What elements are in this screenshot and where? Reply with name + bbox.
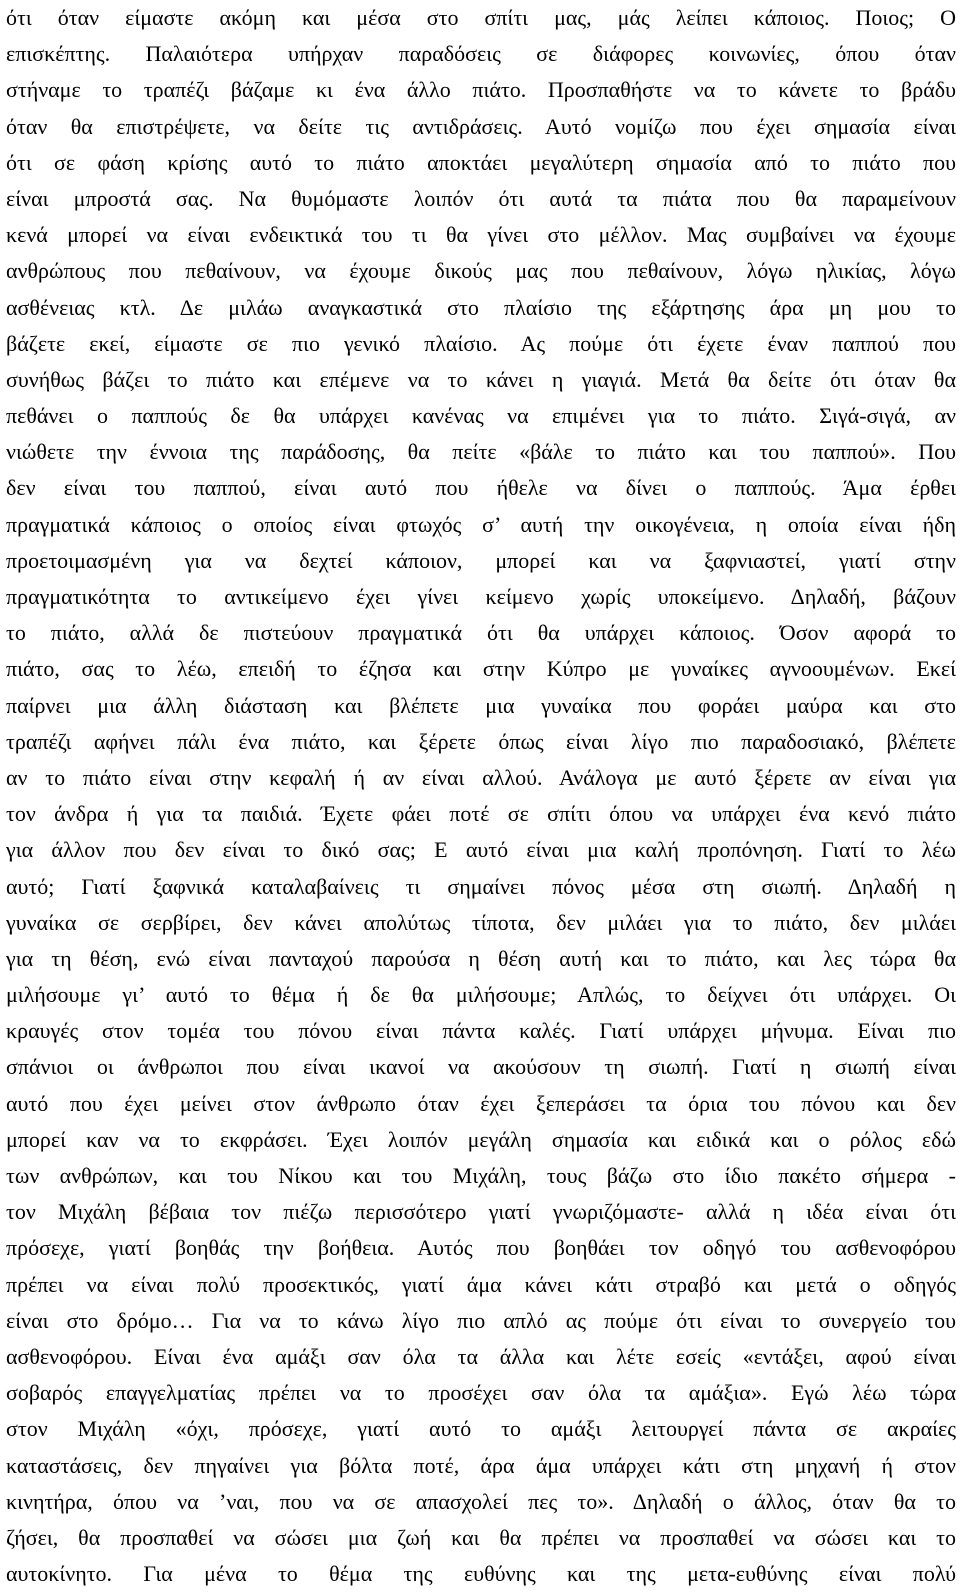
text-line: μπορεί καν να το εκφράσει. Έχει λοιπόν μεγάλη σημασία και ειδικά και ο ρόλος εδώ bbox=[6, 1126, 956, 1152]
text-line: τον άνδρα ή για τα παιδιά. Έχετε φάει ποτέ σε σπίτι όπου να υπάρχει ένα κενό πιάτο bbox=[6, 801, 956, 827]
text-line: στον Μιχάλη «όχι, πρόσεχε, γιατί αυτό το αμάξι λειτουργεί πάντα σε ακραίες bbox=[6, 1416, 956, 1442]
text-line: αν το πιάτο είναι στην κεφαλή ή αν είναι αλλού. Ανάλογα με αυτό ξέρετε αν είναι για bbox=[6, 764, 956, 790]
text-line: ότι σε φάση κρίσης αυτό το πιάτο αποκτάει μεγαλύτερη σημασία από το πιάτο που bbox=[6, 149, 956, 175]
text-line: για τη θέση, ενώ είναι πανταχού παρούσα η θέση αυτή και το πιάτο, και λες τώρα θα bbox=[6, 945, 956, 971]
text-line: για άλλον που δεν είναι το δικό σας; Ε αυτό είναι μια καλή προπόνηση. Γιατί το λέω bbox=[6, 837, 956, 863]
text-line: τον Μιχάλη βέβαια τον πιέζω περισσότερο γιατί γνωριζόμαστε- αλλά η ιδέα είναι ότι bbox=[6, 1199, 956, 1225]
text-line: σοβαρός επαγγελματίας πρέπει να το προσέχει σαν όλα τα αμάξια». Εγώ λέω τώρα bbox=[6, 1380, 956, 1406]
text-line: πεθάνει ο παππούς δε θα υπάρχει κανένας να επιμένει για το πιάτο. Σιγά-σιγά, αν bbox=[6, 403, 956, 429]
text-line: γυναίκα σε σερβίρει, δεν κάνει απολύτως τίποτα, δεν μιλάει για το πιάτο, δεν μιλάει bbox=[6, 909, 956, 935]
text-line: των ανθρώπων, και του Νίκου και του Μιχάλη, τους βάζω στο ίδιο πακέτο σήμερα - bbox=[6, 1163, 956, 1188]
text-line: επισκέπτης. Παλαιότερα υπήρχαν παραδόσεις σε διάφορες κοινωνίες, όπου όταν bbox=[6, 41, 956, 67]
text-line: κραυγές στον τομέα του πόνου είναι πάντα καλές. Γιατί υπάρχει μήνυμα. Είναι πιο bbox=[6, 1018, 956, 1044]
text-line: σπάνιοι οι άνθρωποι που είναι ικανοί να ακούσουν τη σιωπή. Γιατί η σιωπή είναι bbox=[6, 1054, 956, 1080]
text-line: πραγματικά κάποιος ο οποίος είναι φτωχός σ’ αυτή την οικογένεια, η οποία είναι ήδη bbox=[6, 511, 956, 537]
text-line: το πιάτο, αλλά δε πιστεύουν πραγματικά ότι θα υπάρχει κάποιος. Όσον αφορά το bbox=[6, 620, 956, 646]
text-line: ανθρώπους που πεθαίνουν, να έχουμε δικούς μας που πεθαίνουν, λόγω ηλικίας, λόγω bbox=[6, 258, 956, 284]
text-line: κινητήρα, όπου να ’ναι, που να σε απασχολεί πες το». Δηλαδή ο άλλος, όταν θα το bbox=[6, 1488, 956, 1514]
text-line: είναι μπροστά σας. Να θυμόμαστε λοιπόν ότι αυτά τα πιάτα που θα παραμείνουν bbox=[6, 185, 956, 211]
text-line: αυτοκίνητο. Για μένα το θέμα της ευθύνης και της μετα-ευθύνης είναι πολύ bbox=[6, 1561, 956, 1587]
text-line: ότι όταν είμαστε ακόμη και μέσα στο σπίτι μας, μάς λείπει κάποιος. Ποιος; Ο bbox=[6, 5, 956, 30]
text-line: πραγματικότητα το αντικείμενο έχει γίνει κείμενο χωρίς υποκείμενο. Δηλαδή, βάζουν bbox=[6, 584, 956, 609]
text-line: όταν θα επιστρέψετε, να δείτε τις αντιδράσεις. Αυτό νομίζω που έχει σημασία είναι bbox=[6, 113, 956, 139]
text-line: δεν είναι του παππού, είναι αυτό που ήθελε να δίνει ο παππούς. Άμα έρθει bbox=[6, 475, 956, 501]
text-line: βάζετε εκεί, είμαστε σε πιο γενικό πλαίσιο. Ας πούμε ότι έχετε έναν παππού που bbox=[6, 330, 956, 356]
text-line: μιλήσουμε γι’ αυτό το θέμα ή δε θα μιλήσουμε; Απλώς, το δείχνει ότι υπάρχει. Οι bbox=[6, 982, 956, 1008]
text-line: ασθενοφόρου. Είναι ένα αμάξι σαν όλα τα άλλα και λέτε εσείς «εντάξει, αφού είναι bbox=[6, 1343, 956, 1369]
text-line: συνήθως βάζει το πιάτο και επέμενε να το κάνει η γιαγιά. Μετά θα δείτε ότι όταν θα bbox=[6, 366, 956, 392]
text-line: πρόσεχε, γιατί βοηθάς την βοήθεια. Αυτός που βοηθάει τον οδηγό του ασθενοφόρου bbox=[6, 1235, 956, 1261]
text-line: καταστάσεις, δεν πηγαίνει για βόλτα ποτέ, άρα άμα υπάρχει κάτι στη μηχανή ή στον bbox=[6, 1452, 956, 1478]
text-line: προετοιμασμένη για να δεχτεί κάποιον, μπορεί και να ξαφνιαστεί, γιατί στην bbox=[6, 547, 956, 573]
text-line: είναι στο δρόμο… Για να το κάνω λίγο πιο απλό ας πούμε ότι είναι το συνεργείο του bbox=[6, 1307, 956, 1333]
text-line: αυτό; Γιατί ξαφνικά καταλαβαίνεις τι σημαίνει πόνος μέσα στη σιωπή. Δηλαδή η bbox=[6, 873, 956, 899]
text-line: πρέπει να είναι πολύ προσεκτικός, γιατί άμα κάνει κάτι στραβό και μετά ο οδηγός bbox=[6, 1271, 956, 1297]
text-line: κενά μπορεί να είναι ενδεικτικά του τι θα γίνει στο μέλλον. Μας συμβαίνει να έχουμε bbox=[6, 222, 956, 248]
text-line: ζήσει, θα προσπαθεί να σώσει μια ζωή και θα πρέπει να προσπαθεί να σώσει και το bbox=[6, 1524, 956, 1550]
text-line: στήναμε το τραπέζι βάζαμε κι ένα άλλο πιάτο. Προσπαθήστε να το κάνετε το βράδυ bbox=[6, 77, 956, 103]
text-line: τραπέζι αφήνει πάλι ένα πιάτο, και ξέρετε όπως είναι λίγο πιο παραδοσιακό, βλέπετε bbox=[6, 728, 956, 754]
text-line: αυτό που έχει μείνει στον άνθρωπο όταν έχει ξεπεράσει τα όρια του πόνου και δεν bbox=[6, 1090, 956, 1116]
text-line: παίρνει μια άλλη διάσταση και βλέπετε μια γυναίκα που φοράει μαύρα και στο bbox=[6, 692, 956, 718]
text-line: ασθένειας κτλ. Δε μιλάω αναγκαστικά στο πλαίσιο της εξάρτησης άρα μη μου το bbox=[6, 294, 956, 320]
text-line: νιώθετε την έννοια της παράδοσης, θα πείτε «βάλε το πιάτο και του παππού». Που bbox=[6, 439, 956, 465]
text-line: πιάτο, σας το λέω, επειδή το έζησα και στην Κύπρο με γυναίκες αγνοουμένων. Εκεί bbox=[6, 656, 956, 682]
